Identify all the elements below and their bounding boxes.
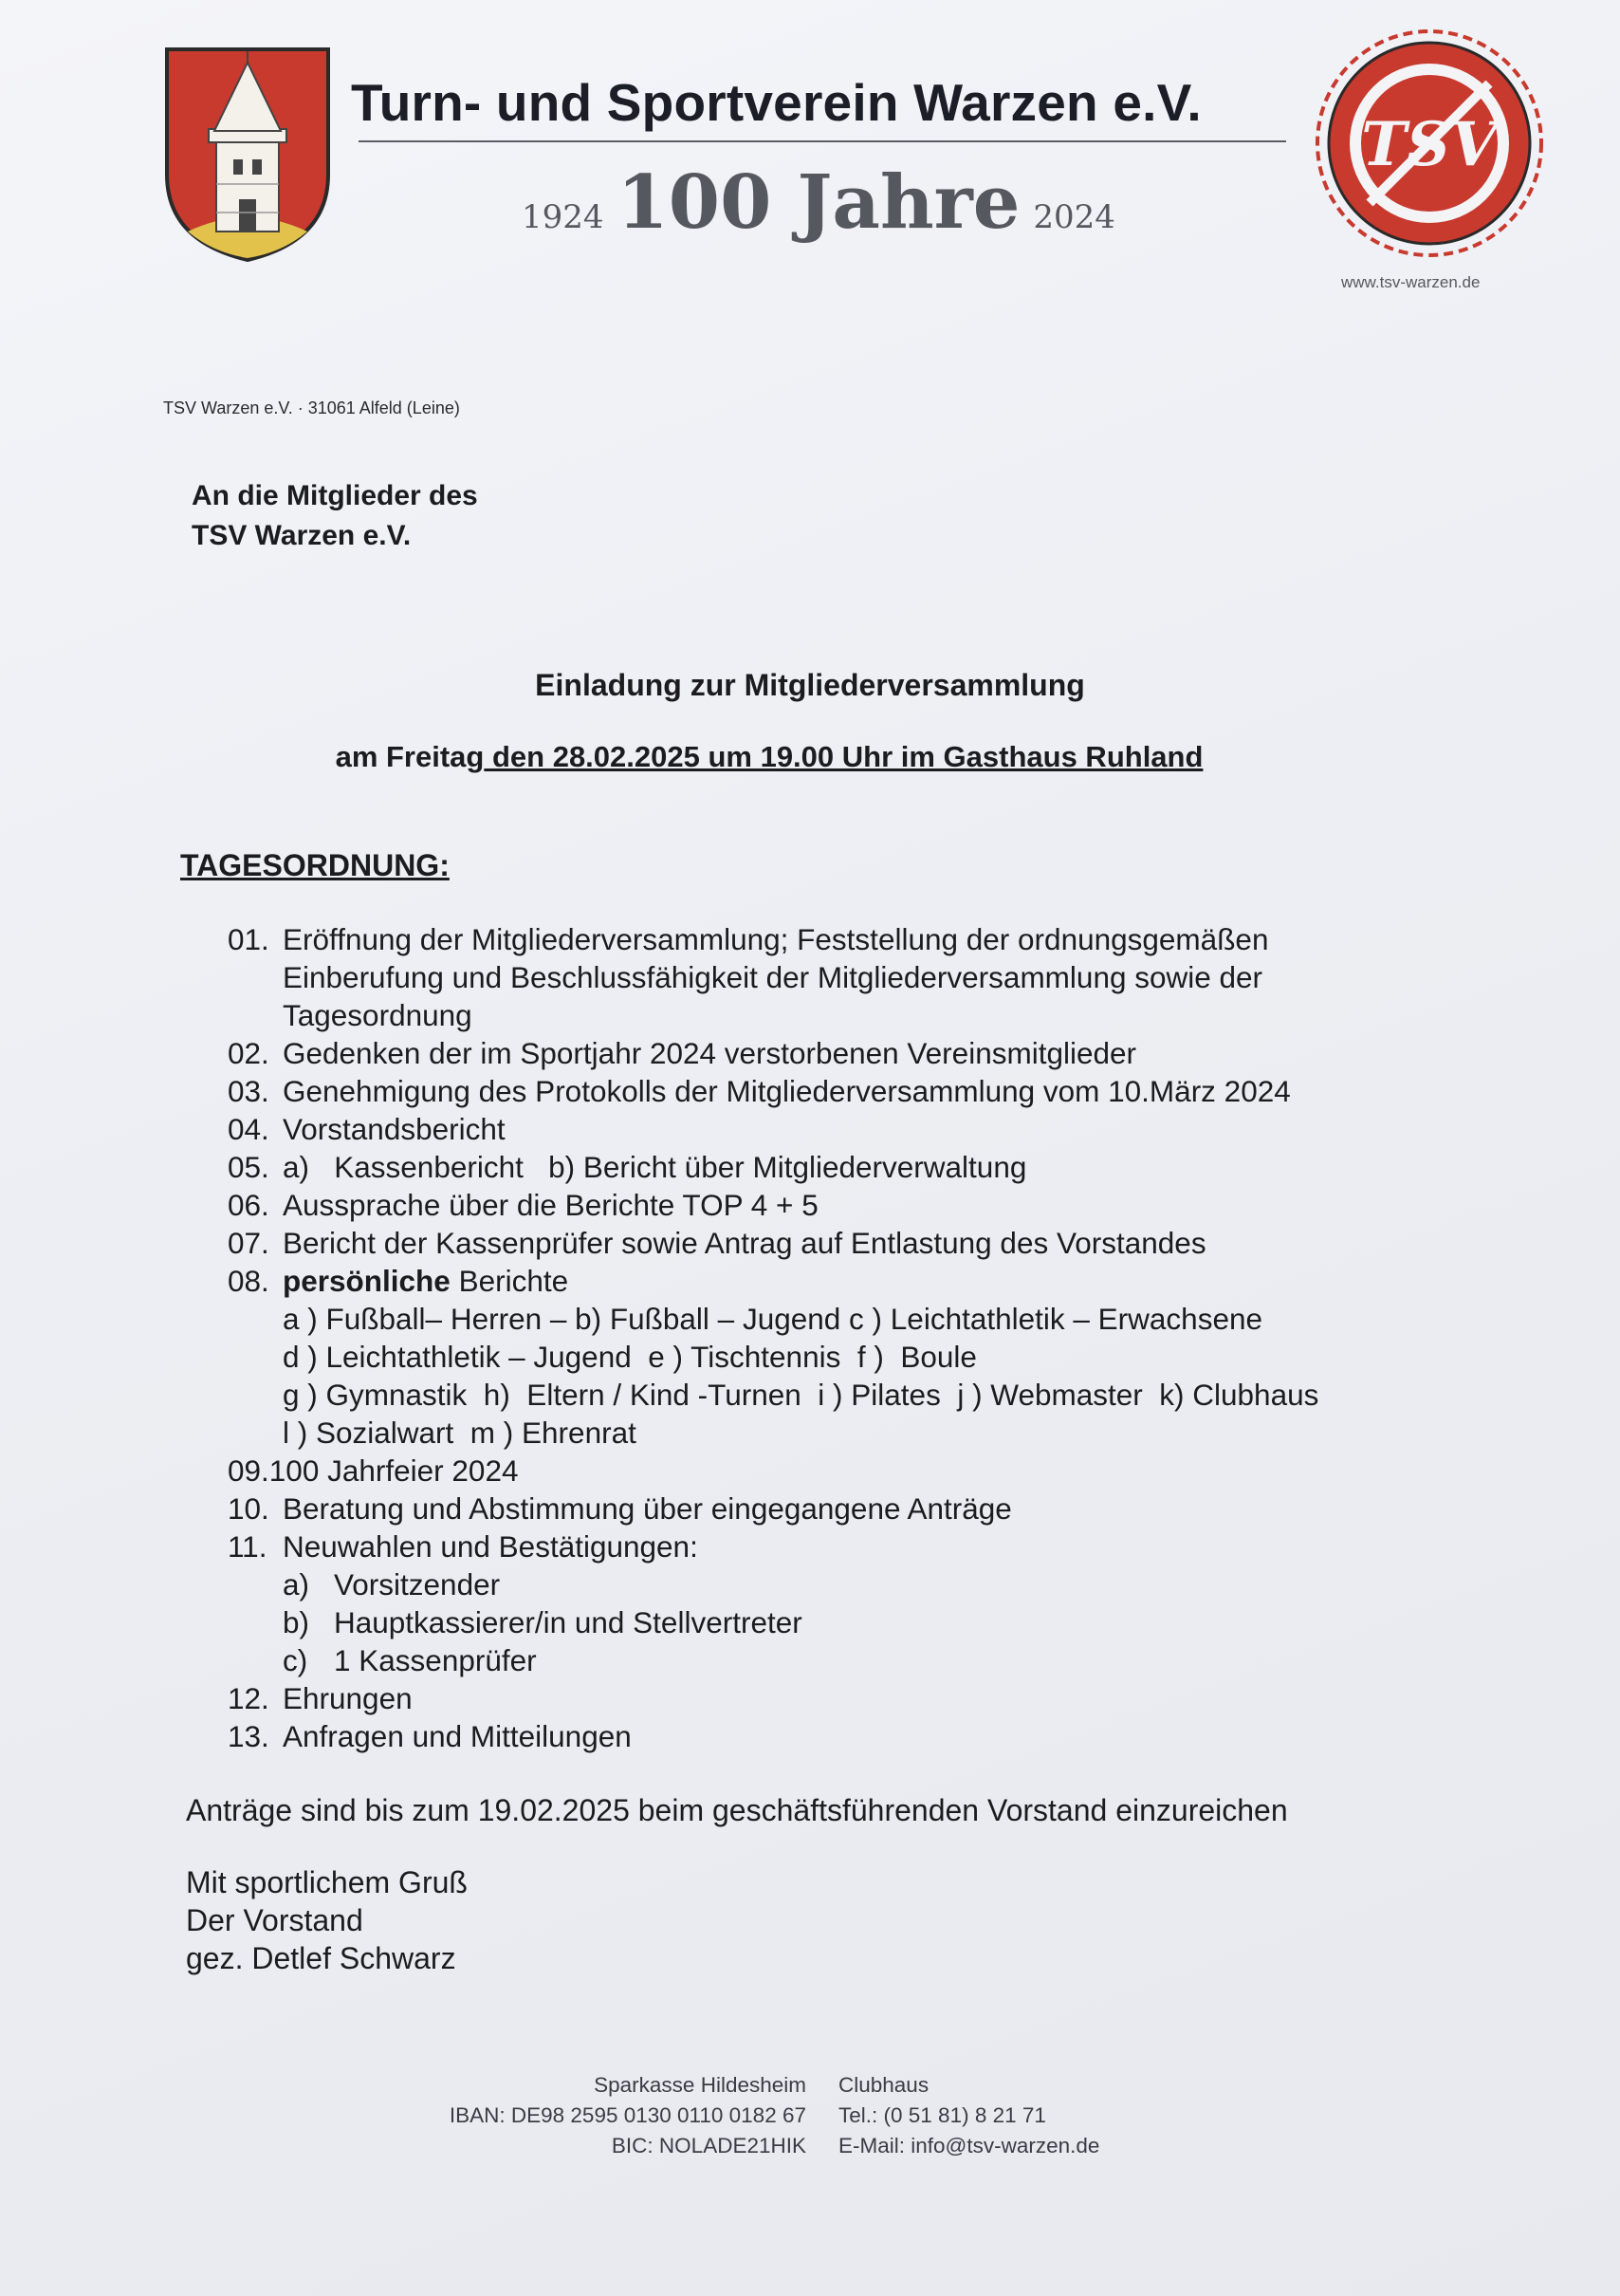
website-link[interactable]: www.tsv-warzen.de xyxy=(1341,273,1481,291)
sub-label: c) xyxy=(283,1643,308,1677)
agenda-item-01 xyxy=(228,920,1489,1034)
invitation-title: Einladung zur Mitgliederversammlung xyxy=(535,668,1085,702)
agenda-subline: l ) Sozialwart m ) Ehrenrat xyxy=(283,1416,636,1450)
signature: gez. Detlef Schwarz xyxy=(186,1941,456,1975)
bic: BIC: NOLADE21HIK xyxy=(611,2134,806,2157)
agenda-subline: a ) Fußball– Herren – b) Fußball – Jugend c ) Leichtathletik – Erwachsene xyxy=(283,1302,1263,1336)
club-name: Turn- und Sportverein Warzen e.V. xyxy=(351,73,1202,132)
sub-text: Vorsitzender xyxy=(334,1567,501,1602)
agenda-number: 04. xyxy=(228,1112,269,1146)
sub-label: a) xyxy=(283,1567,310,1602)
agenda-item-04 xyxy=(228,1110,1489,1148)
footer-bank xyxy=(360,2070,806,2161)
agenda-number: 08. xyxy=(228,1264,269,1298)
agenda-number: 12. xyxy=(228,1681,269,1715)
agenda-text: Vorstandsbericht xyxy=(283,1112,506,1146)
agenda-text: Berichte xyxy=(450,1264,569,1298)
agenda-text: Bericht der Kassenprüfer sowie Antrag auf Entlastung des Vorstandes xyxy=(283,1226,1206,1260)
agenda-item-12 xyxy=(228,1679,1489,1717)
bank-name: Sparkasse Hildesheim xyxy=(594,2073,806,2097)
agenda-heading: TAGESORDNUNG: xyxy=(180,848,450,882)
agenda-item-11 xyxy=(228,1528,1489,1565)
agenda-number: 03. xyxy=(228,1074,269,1108)
year-start: 1924 xyxy=(522,198,604,236)
iban: IBAN: DE98 2595 0130 0110 0182 67 xyxy=(449,2103,806,2127)
anniversary-line xyxy=(522,159,1115,246)
agenda-item-10 xyxy=(228,1490,1489,1528)
agenda-number: 05. xyxy=(228,1150,269,1184)
agenda-number: 07. xyxy=(228,1226,269,1260)
club-emblem-logo xyxy=(1313,27,1546,260)
agenda-number: 02. xyxy=(228,1036,269,1070)
anniversary-title: 100 Jahre xyxy=(617,159,1021,246)
meeting-day: am Freitag xyxy=(335,740,485,773)
agenda-item-06 xyxy=(228,1186,1489,1224)
header-divider xyxy=(359,140,1286,142)
closing-sender: Der Vorstand xyxy=(186,1903,363,1937)
agenda-item-08 xyxy=(228,1262,1489,1300)
clubhouse-label: Clubhaus xyxy=(838,2073,930,2097)
agenda-text: Aussprache über die Berichte TOP 4 + 5 xyxy=(283,1188,819,1222)
submission-deadline: Anträge sind bis zum 19.02.2025 beim geschäftsführenden Vorstand einzureichen xyxy=(186,1793,1288,1827)
recipient-line-1: An die Mitglieder des xyxy=(192,480,478,511)
agenda-text: Einberufung und Beschlussfähigkeit der Mitgliederversammlung sowie der xyxy=(283,960,1263,994)
emblem-letters: TSV xyxy=(1361,109,1498,180)
closing-greeting: Mit sportlichem Gruß xyxy=(186,1865,468,1899)
phone: Tel.: (0 51 81) 8 21 71 xyxy=(838,2103,1046,2127)
email-link[interactable]: E-Mail: info@tsv-warzen.de xyxy=(838,2134,1100,2157)
agenda-subline xyxy=(228,1565,1489,1603)
agenda-item-13 xyxy=(228,1717,1489,1755)
agenda-text: Genehmigung des Protokolls der Mitgliederversammlung vom 10.März 2024 xyxy=(283,1074,1291,1108)
agenda-item-05 xyxy=(228,1148,1489,1186)
agenda-number: 06. xyxy=(228,1188,269,1222)
year-end: 2024 xyxy=(1033,198,1115,236)
town-crest-logo xyxy=(159,42,336,266)
sender-address: TSV Warzen e.V. · 31061 Alfeld (Leine) xyxy=(163,398,460,417)
agenda-text: Anfragen und Mitteilungen xyxy=(283,1719,632,1753)
agenda-subline xyxy=(228,1603,1489,1641)
agenda-text: Eröffnung der Mitgliederversammlung; Feststellung der ordnungsgemäßen xyxy=(283,922,1269,956)
recipient-line-2: TSV Warzen e.V. xyxy=(192,520,412,551)
agenda-item-09: 09.100 Jahrfeier 2024 xyxy=(228,1454,519,1488)
meeting-date-line xyxy=(0,740,1538,774)
agenda-item-02 xyxy=(228,1034,1489,1072)
agenda-text: Beratung und Abstimmung über eingegangene Anträge xyxy=(283,1491,1012,1526)
agenda-subline xyxy=(228,1641,1489,1679)
agenda-text: Gedenken der im Sportjahr 2024 verstorbenen Vereinsmitglieder xyxy=(283,1036,1137,1070)
agenda-text: a) Kassenbericht b) Bericht über Mitgliederverwaltung xyxy=(283,1150,1027,1184)
agenda-number: 11. xyxy=(228,1529,267,1564)
agenda-text: Tagesordnung xyxy=(283,998,472,1032)
sub-label: b) xyxy=(283,1605,310,1639)
meeting-details: den 28.02.2025 um 19.00 Uhr im Gasthaus Ruhland xyxy=(484,740,1204,773)
agenda-number: 10. xyxy=(228,1491,269,1526)
agenda-text: Neuwahlen und Bestätigungen: xyxy=(283,1529,698,1564)
footer-contact xyxy=(838,2070,1099,2161)
agenda-text: Ehrungen xyxy=(283,1681,413,1715)
agenda-item-03 xyxy=(228,1072,1489,1110)
agenda-number: 01. xyxy=(228,922,269,956)
agenda-item-07 xyxy=(228,1224,1489,1262)
sub-text: 1 Kassenprüfer xyxy=(334,1643,537,1677)
agenda-subline: g ) Gymnastik h) Eltern / Kind -Turnen i ) Pilates j ) Webmaster k) Clubhaus xyxy=(283,1378,1319,1412)
agenda-list xyxy=(228,920,1489,1755)
agenda-number: 13. xyxy=(228,1719,269,1753)
agenda-bold-text: persönliche xyxy=(283,1264,451,1298)
agenda-subline: d ) Leichtathletik – Jugend e ) Tischtennis f ) Boule xyxy=(283,1340,977,1374)
sub-text: Hauptkassierer/in und Stellvertreter xyxy=(334,1605,802,1639)
